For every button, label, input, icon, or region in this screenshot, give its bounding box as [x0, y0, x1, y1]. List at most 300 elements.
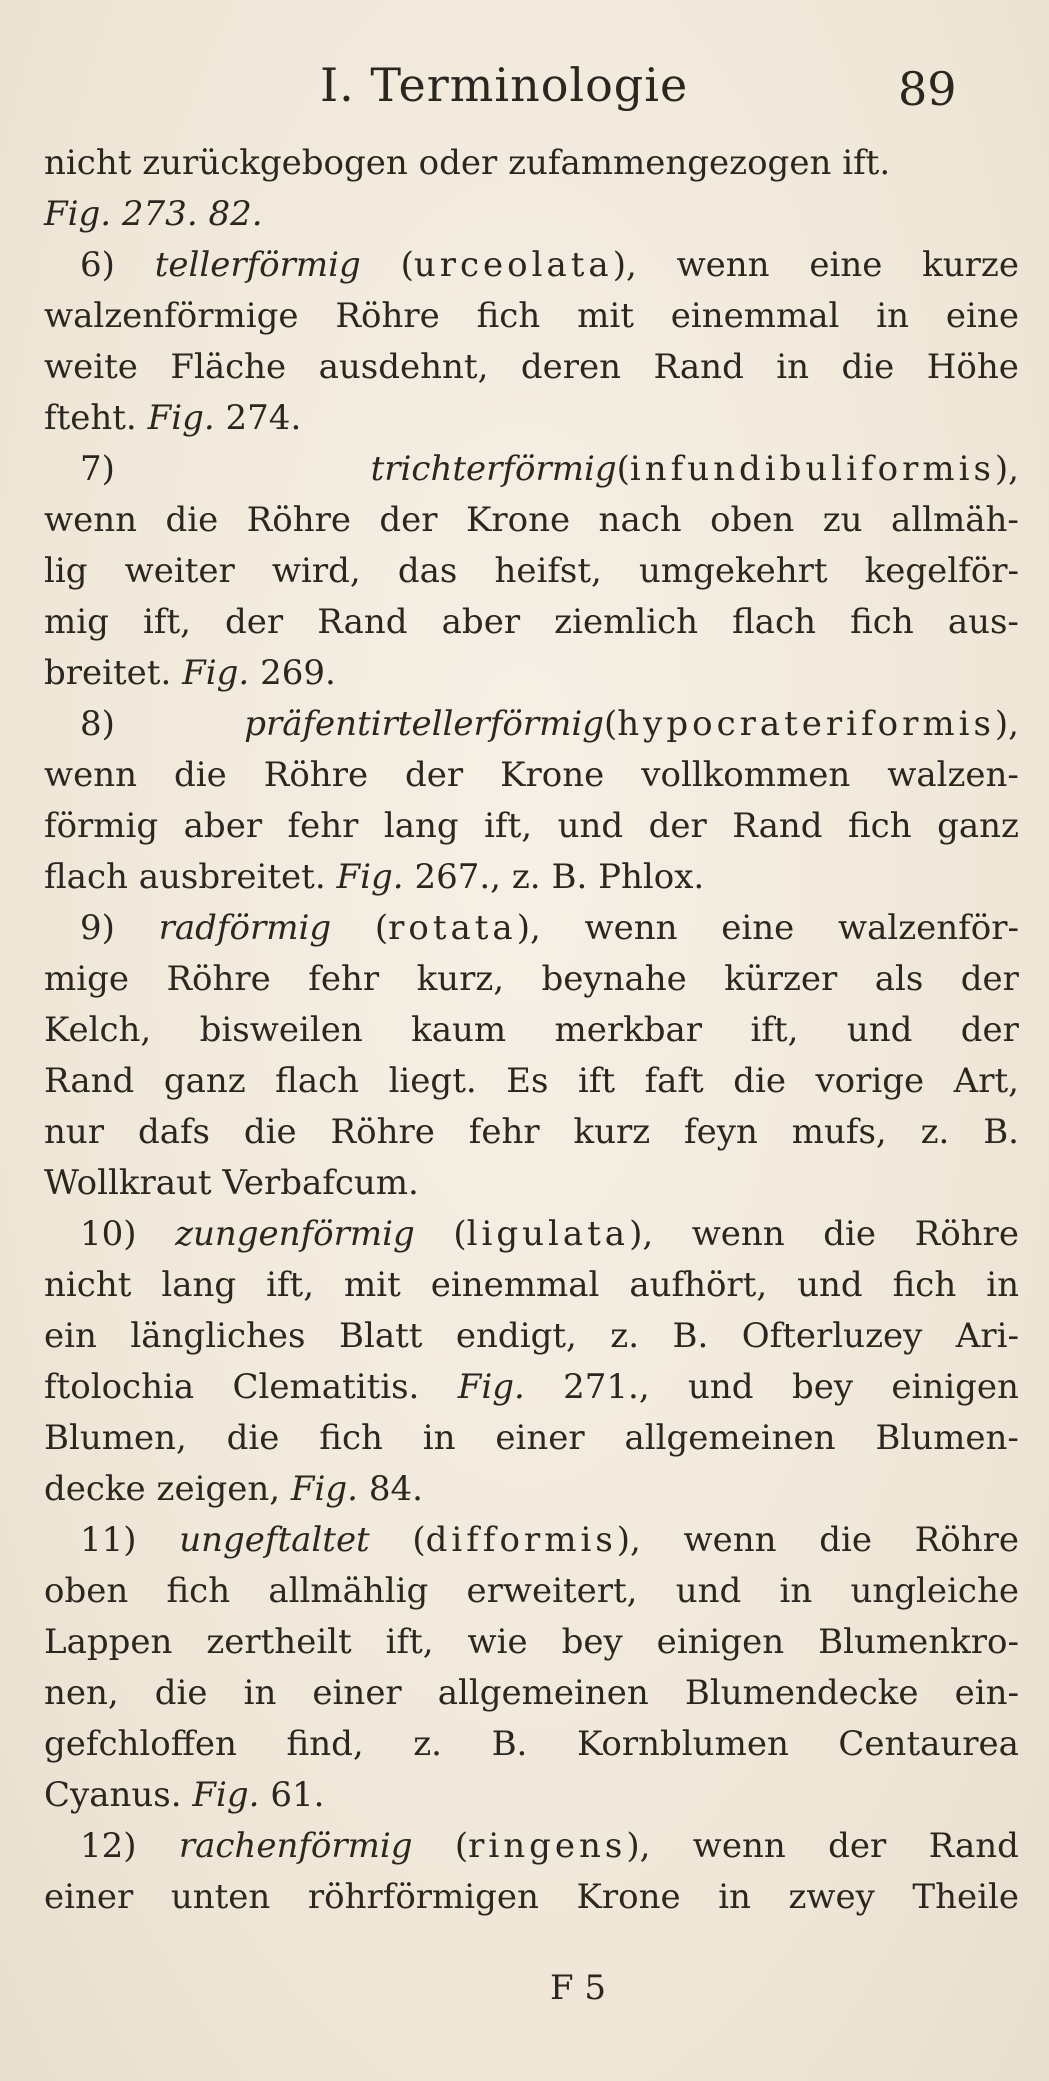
word	[842, 138, 890, 189]
text-run: urceolata	[413, 245, 613, 285]
word	[649, 801, 707, 852]
text-run: (	[616, 449, 630, 489]
text-run: walzenför-	[837, 908, 1019, 948]
text-run: wenn	[676, 245, 770, 285]
text-run: Fig.	[192, 1775, 260, 1815]
word	[166, 1566, 230, 1617]
word	[850, 597, 914, 648]
word	[948, 597, 1019, 648]
word	[44, 546, 88, 597]
word	[44, 597, 109, 648]
text-run: flach	[275, 1061, 360, 1101]
word	[155, 1668, 208, 1719]
word	[865, 546, 1019, 597]
word	[484, 801, 532, 852]
text-run: allmählig	[268, 1571, 429, 1611]
word	[577, 1719, 789, 1770]
word	[721, 903, 794, 954]
text-run: liegt.	[388, 1061, 477, 1101]
word	[847, 1005, 913, 1056]
text-run: Ofterluzey	[741, 1316, 923, 1356]
text-run: mit	[343, 1265, 401, 1305]
text-run: B.	[491, 1724, 528, 1764]
word	[80, 699, 115, 750]
word	[983, 1107, 1019, 1158]
text-run: aus-	[947, 602, 1019, 642]
word	[411, 1005, 506, 1056]
text-run: förmig	[44, 806, 159, 846]
text-line	[44, 852, 1019, 903]
word	[44, 189, 111, 240]
text-run: kurz	[573, 1112, 651, 1152]
text-run: und	[846, 1010, 913, 1050]
word	[337, 852, 404, 903]
text-run: fich	[892, 1265, 957, 1305]
word	[142, 138, 408, 189]
text-run: unten	[170, 1877, 271, 1917]
text-run: die	[819, 1520, 872, 1560]
text-run: Röhre	[246, 500, 351, 540]
text-line	[44, 1668, 1019, 1719]
text-run: walzen-	[887, 755, 1019, 795]
text-run: umgekehrt	[638, 551, 828, 591]
text-run: Röhre	[914, 1214, 1019, 1254]
word	[287, 1719, 364, 1770]
text-run: 274.	[225, 398, 302, 438]
word	[438, 1668, 649, 1719]
word	[44, 1260, 131, 1311]
text-run: Centaurea	[838, 1724, 1019, 1764]
word	[44, 801, 158, 852]
word	[818, 1617, 1019, 1668]
text-run: der	[828, 1826, 887, 1866]
word	[562, 1617, 623, 1668]
word	[469, 1107, 540, 1158]
word	[165, 495, 218, 546]
word	[875, 954, 924, 1005]
word	[887, 750, 1019, 801]
text-run: präfentirtellerförmig	[244, 704, 604, 744]
word	[44, 1362, 194, 1413]
text-run: Fig.	[44, 194, 112, 234]
word	[850, 1566, 1019, 1617]
word	[44, 1005, 151, 1056]
text-run: (	[454, 1826, 469, 1866]
word	[260, 648, 336, 699]
word	[750, 1005, 798, 1056]
word	[44, 342, 138, 393]
text-run: bey	[561, 1622, 623, 1662]
word	[227, 1413, 280, 1464]
text-run: in	[779, 1571, 813, 1611]
word	[44, 852, 128, 903]
text-run: kurze	[922, 245, 1019, 285]
word	[174, 750, 227, 801]
word	[456, 1311, 577, 1362]
text-line	[44, 240, 1019, 291]
text-run: erweitert,	[466, 1571, 638, 1611]
word	[44, 1719, 237, 1770]
word	[742, 1311, 923, 1362]
text-run: in	[776, 347, 810, 387]
text-line	[44, 1566, 1019, 1617]
word	[823, 495, 863, 546]
word	[139, 852, 326, 903]
text-run: wenn	[44, 500, 138, 540]
word	[44, 1464, 146, 1515]
word	[44, 1668, 119, 1719]
word	[937, 801, 1019, 852]
word	[584, 903, 677, 954]
text-run: ift	[577, 1061, 616, 1101]
word	[401, 240, 637, 291]
text-run: ift,	[750, 1010, 799, 1050]
word	[676, 1566, 742, 1617]
text-run: nicht	[44, 1265, 132, 1305]
text-line	[44, 1260, 1019, 1311]
text-run: fich	[166, 1571, 231, 1611]
word	[838, 1719, 1019, 1770]
text-line	[44, 1056, 1019, 1107]
word	[732, 801, 822, 852]
word	[610, 1311, 639, 1362]
text-run: zu	[822, 500, 863, 540]
word	[44, 138, 131, 189]
word	[468, 1617, 528, 1668]
text-run: heifst,	[494, 551, 602, 591]
word	[732, 597, 816, 648]
word	[419, 138, 498, 189]
word	[673, 1311, 709, 1362]
text-run: mit	[577, 296, 634, 336]
text-run: ),	[994, 449, 1019, 489]
text-run: flach	[44, 857, 128, 897]
text-run: ift,	[142, 602, 191, 642]
text-run: B.	[672, 1316, 709, 1356]
text-line	[44, 954, 1019, 1005]
text-run: Ari-	[955, 1316, 1019, 1356]
word	[558, 801, 624, 852]
signature-mark: F 5	[550, 1968, 607, 2008]
text-run: allgemeinen	[437, 1673, 649, 1713]
text-run: fehr	[468, 1112, 540, 1152]
word	[733, 1056, 786, 1107]
text-run: der	[960, 1010, 1019, 1050]
text-run: ),	[516, 908, 541, 948]
text-line	[44, 495, 1019, 546]
text-run: 11)	[80, 1520, 137, 1560]
text-line	[44, 138, 1019, 189]
text-line	[44, 1872, 1019, 1923]
text-run: z.	[413, 1724, 442, 1764]
text-run: ),	[612, 245, 637, 285]
text-run: dafs	[137, 1112, 211, 1152]
text-run: 7)	[80, 449, 115, 489]
text-run: Lappen	[44, 1622, 173, 1662]
word	[929, 1821, 1019, 1872]
text-run: fehr	[287, 806, 359, 846]
text-run: Fläche	[170, 347, 287, 387]
word	[266, 1260, 314, 1311]
text-run: faft	[644, 1061, 704, 1101]
word	[184, 801, 262, 852]
word	[494, 546, 601, 597]
text-run: kurz,	[416, 959, 505, 999]
word	[692, 1209, 785, 1260]
text-run: röhrförmigen	[307, 1877, 539, 1917]
text-run: fich	[476, 296, 541, 336]
word	[339, 1311, 422, 1362]
word	[414, 852, 501, 903]
word	[875, 1413, 1019, 1464]
text-run: (	[412, 1520, 426, 1560]
word	[848, 801, 912, 852]
text-run: ganz	[937, 806, 1019, 846]
text-run: walzenförmige	[44, 296, 299, 336]
word	[915, 1209, 1019, 1260]
text-run: Fig.	[147, 398, 215, 438]
word	[417, 954, 504, 1005]
word	[442, 597, 520, 648]
text-run: fich	[847, 806, 912, 846]
text-run: Blumenkro-	[818, 1622, 1019, 1662]
word	[319, 1413, 383, 1464]
word	[379, 495, 437, 546]
word	[684, 1107, 758, 1158]
word	[244, 1107, 297, 1158]
text-run: Rand	[732, 806, 823, 846]
text-run: Röhre	[335, 296, 440, 336]
word	[344, 1260, 401, 1311]
text-run: wenn	[691, 1214, 785, 1254]
text-run: der	[379, 500, 438, 540]
word	[710, 495, 794, 546]
text-run: oben	[44, 1571, 129, 1611]
text-run: Rand	[653, 347, 744, 387]
text-run: Wollkraut	[44, 1163, 212, 1203]
text-run: eine	[721, 908, 795, 948]
word	[222, 1158, 418, 1209]
text-run: ganz	[163, 1061, 246, 1101]
word	[170, 342, 286, 393]
word	[270, 1770, 324, 1821]
text-run: längliches	[130, 1316, 306, 1356]
word	[921, 1107, 950, 1158]
word	[148, 393, 215, 444]
text-run: der	[960, 959, 1019, 999]
word	[815, 1056, 924, 1107]
word	[155, 240, 361, 291]
text-run: nicht	[44, 143, 132, 183]
text-run: und	[557, 806, 624, 846]
word	[576, 1872, 680, 1923]
text-run: ein	[44, 1316, 97, 1356]
text-line	[44, 342, 1019, 393]
text-line	[44, 1719, 1019, 1770]
word	[130, 1311, 305, 1362]
text-run: das	[397, 551, 458, 591]
text-run: in	[876, 296, 910, 336]
word	[80, 903, 115, 954]
text-line	[44, 1107, 1019, 1158]
text-line	[44, 291, 1019, 342]
text-run: einer	[44, 1877, 134, 1917]
text-run: allgemeinen	[624, 1418, 836, 1458]
text-run: weite	[44, 347, 138, 387]
word	[80, 240, 115, 291]
word	[331, 1107, 435, 1158]
text-run: ausdehnt,	[318, 347, 489, 387]
word	[578, 1056, 615, 1107]
text-run: fehr	[308, 959, 380, 999]
word	[776, 342, 809, 393]
text-run: wenn	[692, 1826, 786, 1866]
text-run: Rand	[928, 1826, 1019, 1866]
text-run: Phlox.	[598, 857, 705, 897]
text-run: und	[675, 1571, 742, 1611]
word	[724, 954, 837, 1005]
word	[369, 1464, 423, 1515]
word	[819, 1515, 872, 1566]
text-run: ),	[626, 1826, 651, 1866]
text-run: zurückgebogen	[142, 143, 408, 183]
text-run: Kornblumen	[576, 1724, 789, 1764]
word	[44, 1413, 187, 1464]
word	[927, 342, 1019, 393]
running-header	[0, 58, 1049, 118]
text-run: B.	[551, 857, 588, 897]
text-run: bey	[791, 1367, 854, 1407]
word	[625, 1413, 836, 1464]
text-run: decke	[44, 1469, 146, 1509]
text-run: mufs,	[791, 1112, 887, 1152]
text-run: mig	[44, 602, 109, 642]
text-run: ligulata	[466, 1214, 630, 1254]
text-run: in	[422, 1418, 456, 1458]
word	[192, 1770, 259, 1821]
word	[946, 291, 1019, 342]
text-run: ift,	[484, 806, 533, 846]
word	[495, 1413, 584, 1464]
text-run: vorige	[815, 1061, 925, 1101]
word	[961, 1005, 1019, 1056]
word	[677, 240, 770, 291]
text-run: 267.,	[414, 857, 501, 897]
text-line	[44, 1311, 1019, 1362]
text-run: radförmig	[158, 908, 332, 948]
word	[288, 801, 359, 852]
word	[809, 240, 882, 291]
text-run: Kelch,	[44, 1010, 152, 1050]
word	[521, 342, 621, 393]
word	[233, 1362, 420, 1413]
text-run: Höhe	[926, 347, 1019, 387]
word	[828, 1821, 886, 1872]
text-run: rotata	[388, 908, 517, 948]
text-run: 9)	[80, 908, 115, 948]
word	[44, 1872, 133, 1923]
text-run: Rand	[44, 1061, 135, 1101]
text-run: aber	[183, 806, 263, 846]
word	[161, 1260, 236, 1311]
word	[685, 1668, 919, 1719]
word	[893, 1260, 957, 1311]
text-run: feyn	[684, 1112, 758, 1152]
text-run: Fig.	[336, 857, 404, 897]
text-run: und	[797, 1265, 863, 1305]
text-run: beynahe	[541, 959, 687, 999]
word	[797, 1260, 863, 1311]
text-run: die	[823, 1214, 877, 1254]
text-run: zwey	[788, 1877, 875, 1917]
text-run: Theile	[912, 1877, 1019, 1917]
word	[551, 852, 587, 903]
text-run: zufammengezogen	[508, 143, 832, 183]
word	[389, 1056, 477, 1107]
text-run: Röhre	[166, 959, 271, 999]
word	[684, 1515, 777, 1566]
text-run: einer	[495, 1418, 585, 1458]
word	[573, 1107, 650, 1158]
text-run: wenn	[44, 755, 138, 795]
text-run: (	[400, 245, 414, 285]
text-line	[44, 1770, 1019, 1821]
word	[125, 546, 235, 597]
word	[44, 1566, 128, 1617]
word	[431, 1260, 600, 1311]
word	[244, 699, 1019, 750]
text-run: z.	[920, 1112, 950, 1152]
text-run: die	[733, 1061, 786, 1101]
word	[44, 495, 137, 546]
text-run: trichterförmig	[370, 449, 617, 489]
word	[512, 852, 541, 903]
word	[44, 1770, 182, 1821]
text-run: Blatt	[338, 1316, 423, 1356]
text-run: nur	[44, 1112, 105, 1152]
text-run: zungenförmig	[175, 1214, 415, 1254]
word	[891, 1362, 1019, 1413]
text-run: weiter	[124, 551, 235, 591]
text-run: deren	[520, 347, 622, 387]
text-run: einemmal	[670, 296, 840, 336]
word	[779, 1566, 812, 1617]
text-run: hypocrateriformis	[617, 704, 995, 744]
word	[206, 1617, 351, 1668]
text-run: 6)	[80, 245, 115, 285]
text-line	[44, 1209, 1019, 1260]
word	[891, 495, 1019, 546]
word	[413, 1719, 442, 1770]
text-run: nach	[598, 500, 682, 540]
word	[954, 1056, 1019, 1107]
text-run: kaum	[411, 1010, 507, 1050]
word	[44, 1158, 212, 1209]
text-run: breitet.	[44, 653, 172, 693]
text-run: ),	[616, 1520, 641, 1560]
text-run: Clematitis.	[232, 1367, 420, 1407]
text-run: (	[374, 908, 389, 948]
text-run: die	[165, 500, 219, 540]
section-title: I. Terminologie	[320, 58, 689, 112]
text-line	[44, 1515, 1019, 1566]
text-run: kegelför-	[864, 551, 1019, 591]
text-run: Krone	[576, 1877, 681, 1917]
text-run: 82.	[208, 194, 263, 234]
word	[986, 1260, 1019, 1311]
word	[44, 1056, 134, 1107]
text-line	[44, 1617, 1019, 1668]
